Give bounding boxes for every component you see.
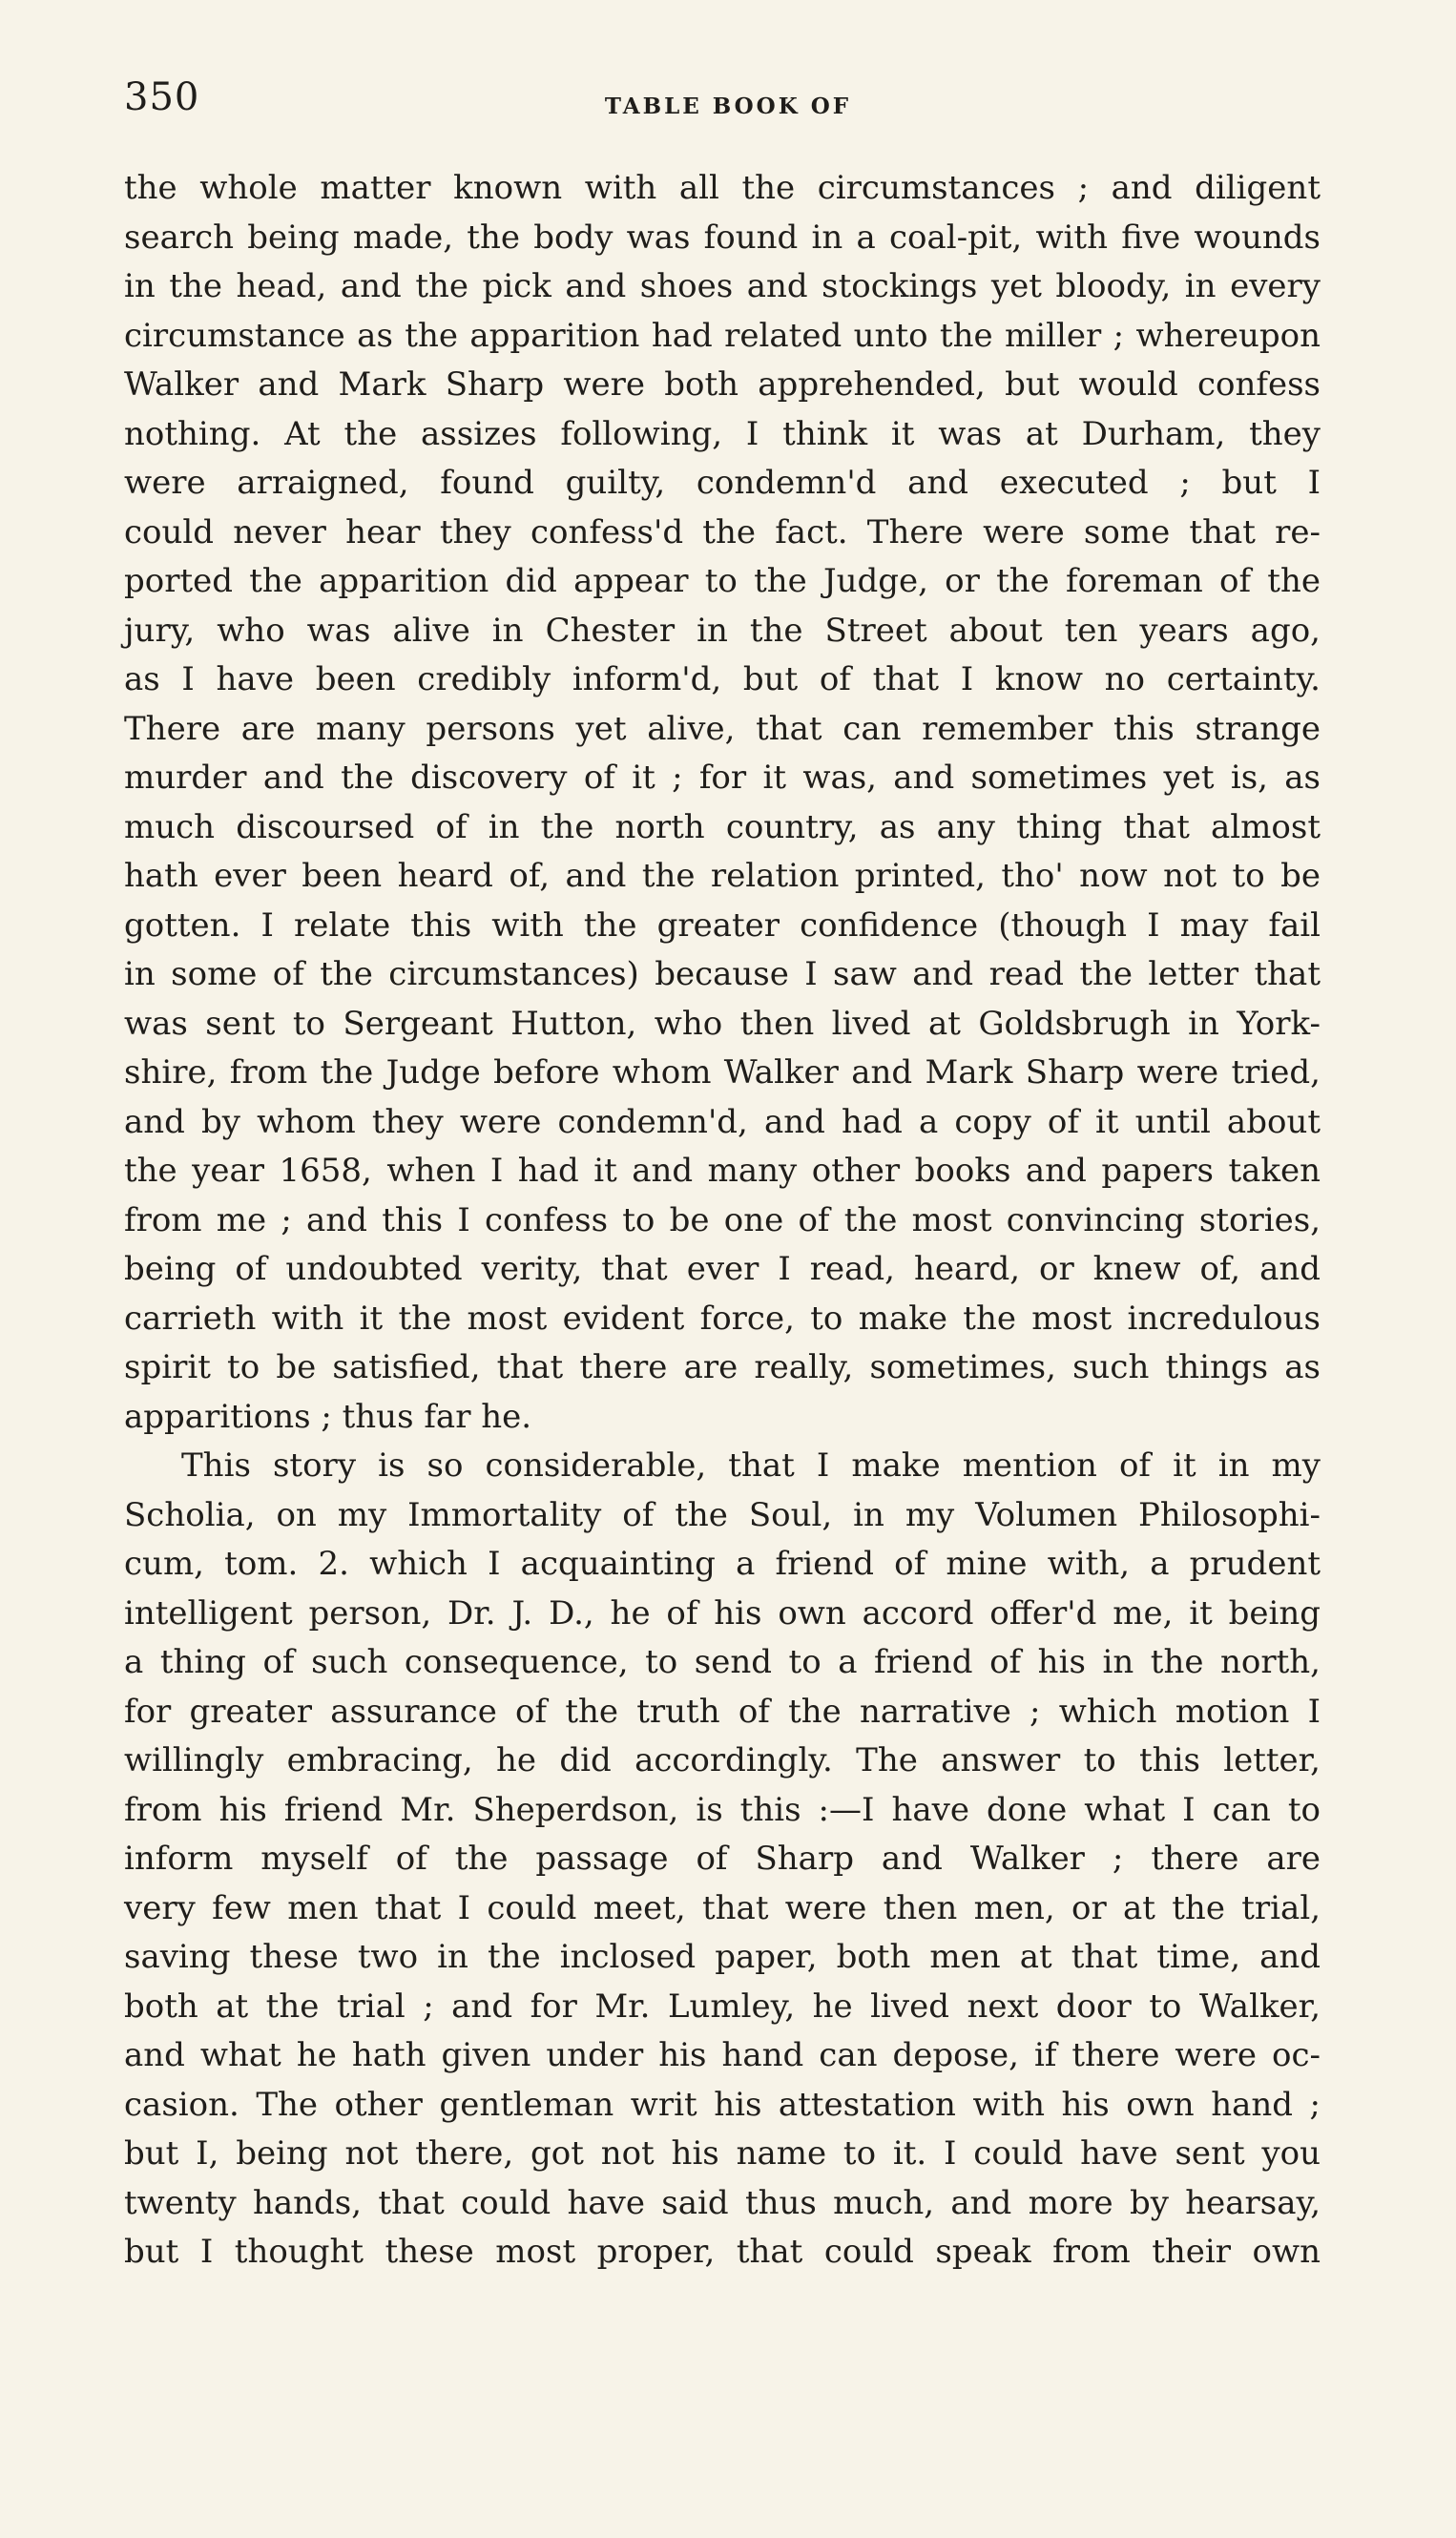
body-text — [124, 164, 1321, 2278]
text-line: were arraigned, found guilty, condemn'd and executed ; but I — [124, 464, 1321, 502]
text-line: the whole matter known with all the circumstances ; and diligent — [124, 169, 1321, 207]
text-line: cum, tom. 2. which I acquainting a friend of mine with, a prudent — [124, 1545, 1321, 1583]
text-line: both at the trial ; and for Mr. Lumley, he lived next door to Walker, — [124, 1987, 1321, 2026]
text-line: in the head, and the pick and shoes and stockings yet bloody, in every — [124, 267, 1321, 305]
text-line: shire, from the Judge before whom Walker and Mark Sharp were tried, — [124, 1053, 1321, 1092]
running-head: TABLE BOOK OF — [604, 94, 852, 119]
text-line: murder and the discovery of it ; for it was, and sometimes yet is, as — [124, 759, 1321, 797]
text-line: Scholia, on my Immortality of the Soul, in my Volumen Philosophi- — [124, 1495, 1321, 1534]
text-line: spirit to be satisfied, that there are really, sometimes, such things as — [124, 1348, 1321, 1386]
text-line: apparitions ; thus far he. — [124, 1397, 532, 1436]
paragraph — [124, 164, 1321, 1442]
text-line: nothing. At the assizes following, I think it was at Durham, they — [124, 414, 1321, 453]
text-line: casion. The other gentleman writ his attestation with his own hand ; — [124, 2085, 1321, 2124]
text-line: carrieth with it the most evident force, to make the most incredulous — [124, 1299, 1321, 1338]
paragraph — [124, 1442, 1321, 2278]
text-line: much discoursed of in the north country, as any thing that almost — [124, 807, 1321, 846]
text-line: Walker and Mark Sharp were both apprehended, but would confess — [124, 365, 1321, 404]
text-line: willingly embracing, he did accordingly. The answer to this letter, — [124, 1741, 1321, 1779]
text-line: inform myself of the passage of Sharp and Walker ; there are — [124, 1840, 1321, 1878]
text-line: could never hear they confess'd the fact. There were some that re- — [124, 512, 1321, 551]
text-line: jury, who was alive in Chester in the Street about ten years ago, — [124, 611, 1321, 650]
text-line: ported the apparition did appear to the Judge, or the foreman of the — [124, 562, 1321, 600]
text-line: and what he hath given under his hand can depose, if there were oc- — [124, 2036, 1321, 2074]
text-line: This story is so considerable, that I make mention of it in my — [181, 1446, 1321, 1485]
text-line: in some of the circumstances) because I saw and read the letter that — [124, 955, 1321, 993]
text-line: intelligent person, Dr. J. D., he of his own accord offer'd me, it being — [124, 1593, 1321, 1633]
text-line: the year 1658, when I had it and many other books and papers taken — [124, 1152, 1321, 1190]
text-line: as I have been credibly inform'd, but of that I know no certainty. — [124, 660, 1321, 698]
text-line: hath ever been heard of, and the relation printed, tho' now not to be — [124, 857, 1321, 895]
text-line: and by whom they were condemn'd, and had a copy of it until about — [124, 1102, 1321, 1141]
text-line: but I thought these most proper, that could speak from their own — [124, 2233, 1321, 2271]
text-line: from me ; and this I confess to be one of the most convincing stories, — [124, 1200, 1321, 1239]
text-line: There are many persons yet alive, that can remember this strange — [124, 709, 1321, 748]
text-line: a thing of such consequence, to send to a friend of his in the north, — [124, 1643, 1321, 1681]
text-line: twenty hands, that could have said thus much, and more by hearsay, — [124, 2183, 1321, 2222]
text-line: being of undoubted verity, that ever I read, heard, or knew of, and — [124, 1250, 1321, 1288]
text-line: gotten. I relate this with the greater confidence (though I may fail — [124, 905, 1321, 945]
page-number: 350 — [124, 75, 200, 119]
text-line: circumstance as the apparition had related unto the miller ; whereupon — [124, 316, 1321, 355]
text-line: but I, being not there, got not his name to it. I could have sent you — [124, 2134, 1321, 2173]
text-line: for greater assurance of the truth of the narrative ; which motion I — [124, 1692, 1321, 1731]
text-line: was sent to Sergeant Hutton, who then lived at Goldsbrugh in York- — [124, 1004, 1321, 1043]
text-line: saving these two in the inclosed paper, both men at that time, and — [124, 1938, 1321, 1976]
text-line: very few men that I could meet, that were then men, or at the trial, — [124, 1888, 1321, 1927]
text-line: search being made, the body was found in a coal-pit, with five wounds — [124, 218, 1321, 257]
text-line: from his friend Mr. Sheperdson, is this :—I have done what I can to — [124, 1790, 1321, 1829]
